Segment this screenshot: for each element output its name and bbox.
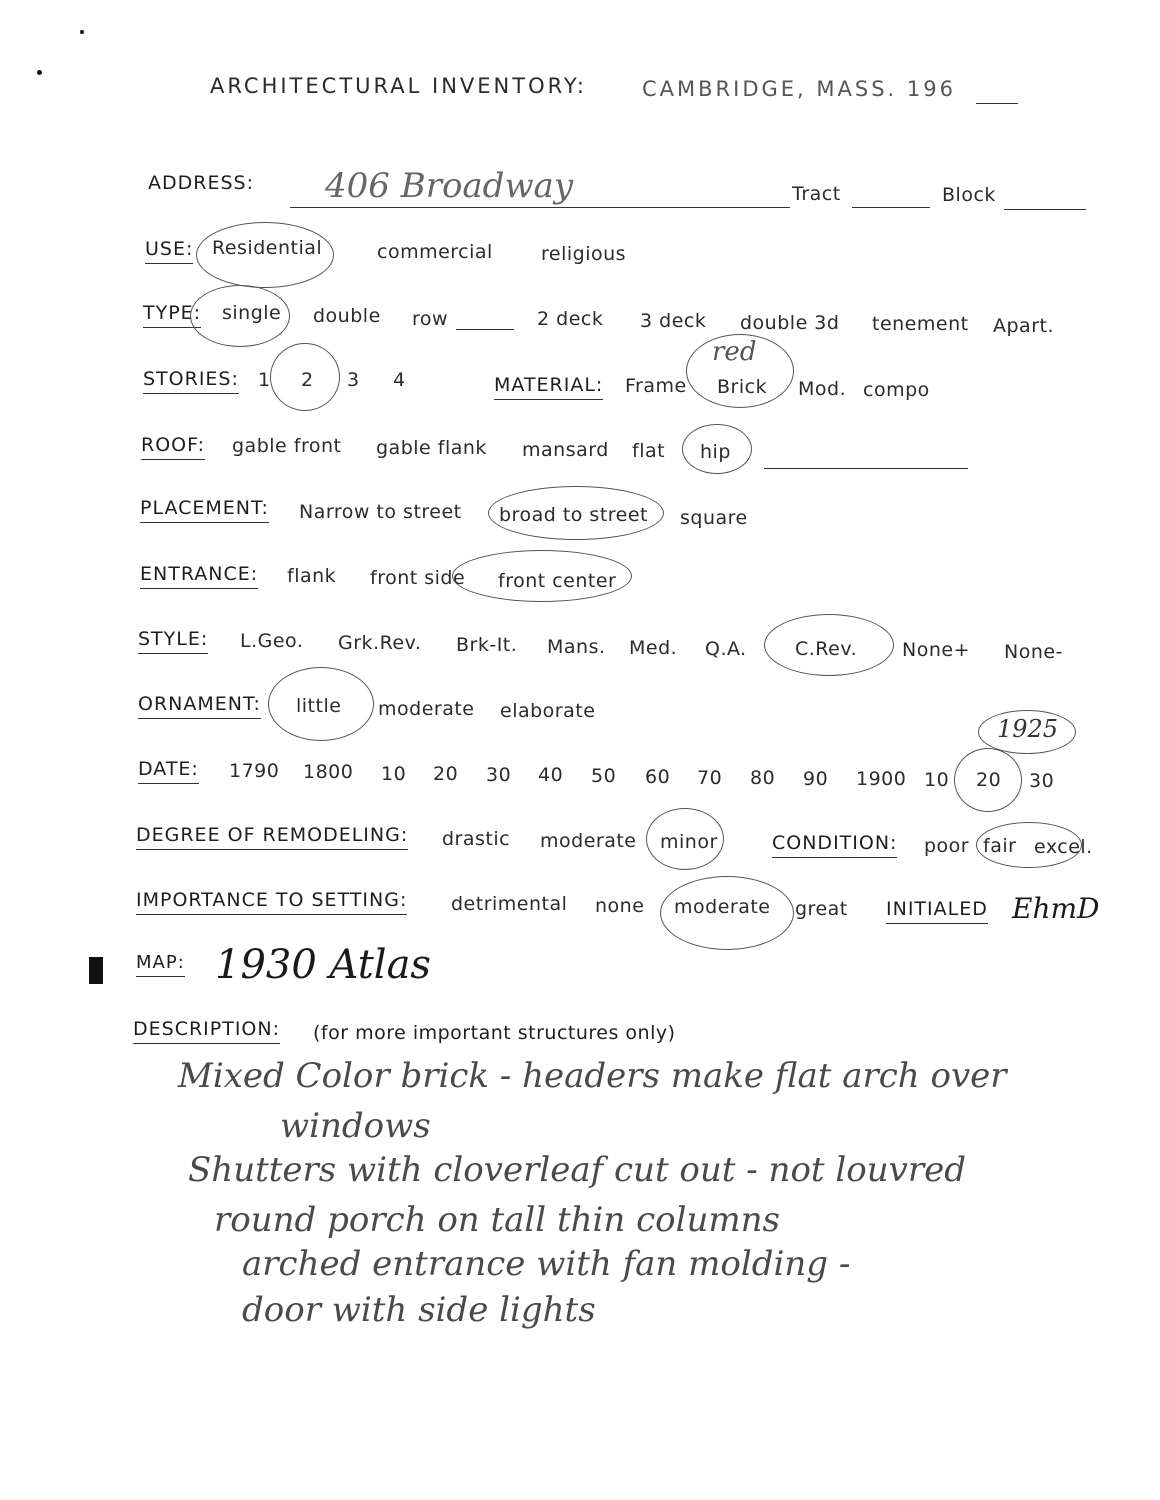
date-label: DATE: [138,758,199,784]
date-option: 60 [645,766,671,788]
style-option: Mans. [547,636,606,658]
roof-option: flat [632,440,666,462]
selection-circle [686,334,794,408]
ornament-label: ORNAMENT: [138,693,261,719]
type-option: 3 deck [640,310,707,332]
date-option: 40 [538,764,564,786]
type-option: row [412,308,449,330]
condition-option: fair [983,835,1017,857]
placement-option: square [680,507,748,529]
selection-circle [978,710,1076,754]
use-label: USE: [145,238,193,264]
date-option: 30 [1029,770,1055,792]
stray-mark [80,30,84,34]
initialed-label: INITIALED [886,898,988,924]
material-option: Mod. [798,378,847,400]
tract-label: Tract [792,183,841,205]
remodeling-option: moderate [540,830,637,852]
stories-option: 1 [258,369,271,391]
importance-option: none [595,895,645,917]
style-option: None- [1004,641,1063,663]
ornament-option: moderate [378,698,475,720]
form-title: ARCHITECTURAL INVENTORY: [210,74,587,98]
style-label: STYLE: [138,628,208,654]
date-option: 30 [486,764,512,786]
date-option: 70 [697,767,723,789]
style-option: None+ [902,639,970,661]
entrance-option: flank [287,565,337,587]
placement-option: broad to street [499,504,649,526]
date-option: 10 [381,763,407,785]
placement-option: Narrow to street [299,501,462,523]
entrance-option: front center [498,570,617,592]
style-option: Grk.Rev. [338,632,422,654]
roof-option: gable flank [376,437,487,459]
style-option: Brk-It. [456,634,518,656]
year-blank [976,103,1018,104]
address-blank [290,207,790,208]
roof-blank [764,468,968,469]
condition-option: excel. [1034,836,1093,858]
use-option: religious [541,243,627,265]
stories-option: 2 [301,369,314,391]
condition-label: CONDITION: [772,832,897,858]
remodeling-label: DEGREE OF REMODELING: [136,824,408,850]
style-option: Q.A. [705,638,747,660]
selection-circle [196,222,334,288]
selection-circle [764,614,894,676]
date-option: 1790 [229,760,280,782]
roof-label: ROOF: [141,434,205,460]
selection-circle [190,285,290,347]
selection-circle [976,822,1082,868]
roof-option: hip [700,441,731,463]
style-option: Med. [629,637,678,659]
stories-option: 4 [393,369,406,391]
entrance-option: front side [370,567,466,589]
material-option: Frame [625,375,687,397]
use-option: commercial [377,241,493,263]
address-label: ADDRESS: [148,172,254,194]
selection-circle [682,424,752,474]
style-option: L.Geo. [240,630,304,652]
importance-option: great [795,898,848,920]
stray-mark [37,70,42,75]
material-note: red [712,337,757,367]
entrance-label: ENTRANCE: [140,563,258,589]
selection-circle [488,486,664,540]
filing-mark [89,957,103,984]
use-option: Residential [212,237,323,259]
selection-circle [270,343,340,411]
type-label: TYPE: [143,302,201,328]
importance-label: IMPORTANCE TO SETTING: [136,889,407,915]
date-option: 80 [750,767,776,789]
roof-option: mansard [522,439,609,461]
block-label: Block [942,184,996,206]
importance-option: detrimental [451,893,568,915]
map-value: 1930 Atlas [215,942,431,988]
ornament-option: little [296,695,342,717]
condition-option: poor [924,835,970,857]
remodeling-option: drastic [442,828,511,850]
description-note: (for more important structures only) [313,1022,676,1044]
roof-option: gable front [232,435,342,457]
description-line: Shutters with cloverleaf cut out - not louvred [188,1150,966,1190]
remodeling-option: minor [660,831,718,853]
description-line: arched entrance with fan molding - [242,1244,851,1284]
tract-blank [852,207,930,208]
selection-circle [646,808,724,870]
placement-label: PLACEMENT: [140,497,269,523]
map-label: MAP: [136,952,185,977]
type-option: double [313,305,381,327]
style-option: C.Rev. [795,638,858,660]
block-blank [1004,209,1086,210]
material-option: compo [863,379,930,401]
date-option: 20 [976,769,1002,791]
type-option: double 3d [740,312,840,334]
date-option: 90 [803,768,829,790]
description-line: Mixed Color brick - headers make flat arch over [178,1056,1007,1096]
date-option: 20 [433,763,459,785]
date-note: 1925 [997,715,1059,743]
date-option: 50 [591,765,617,787]
description-label: DESCRIPTION: [133,1018,280,1044]
selection-circle [268,667,374,741]
selection-circle [660,876,794,950]
description-line: windows [280,1106,431,1146]
stories-label: STORIES: [143,368,239,394]
type-option: single [222,302,282,324]
date-option: 1900 [856,768,907,790]
selection-circle [954,748,1022,812]
initialed-signature: EhmD [1012,892,1100,925]
type-option: Apart. [993,315,1055,337]
date-option: 1800 [303,761,354,783]
stories-option: 3 [347,369,360,391]
ornament-option: elaborate [500,700,596,722]
description-line: door with side lights [242,1290,596,1330]
form-place: CAMBRIDGE, MASS. 196 [642,77,956,101]
type-option: 2 deck [537,308,604,330]
importance-option: moderate [674,896,771,918]
material-option: Brick [717,376,768,398]
material-label: MATERIAL: [494,374,603,400]
selection-circle [452,550,632,602]
description-line: round porch on tall thin columns [214,1200,780,1240]
date-option: 10 [924,769,950,791]
row-blank [456,329,514,330]
type-option: tenement [872,313,969,335]
address-value: 406 Broadway [325,166,574,206]
